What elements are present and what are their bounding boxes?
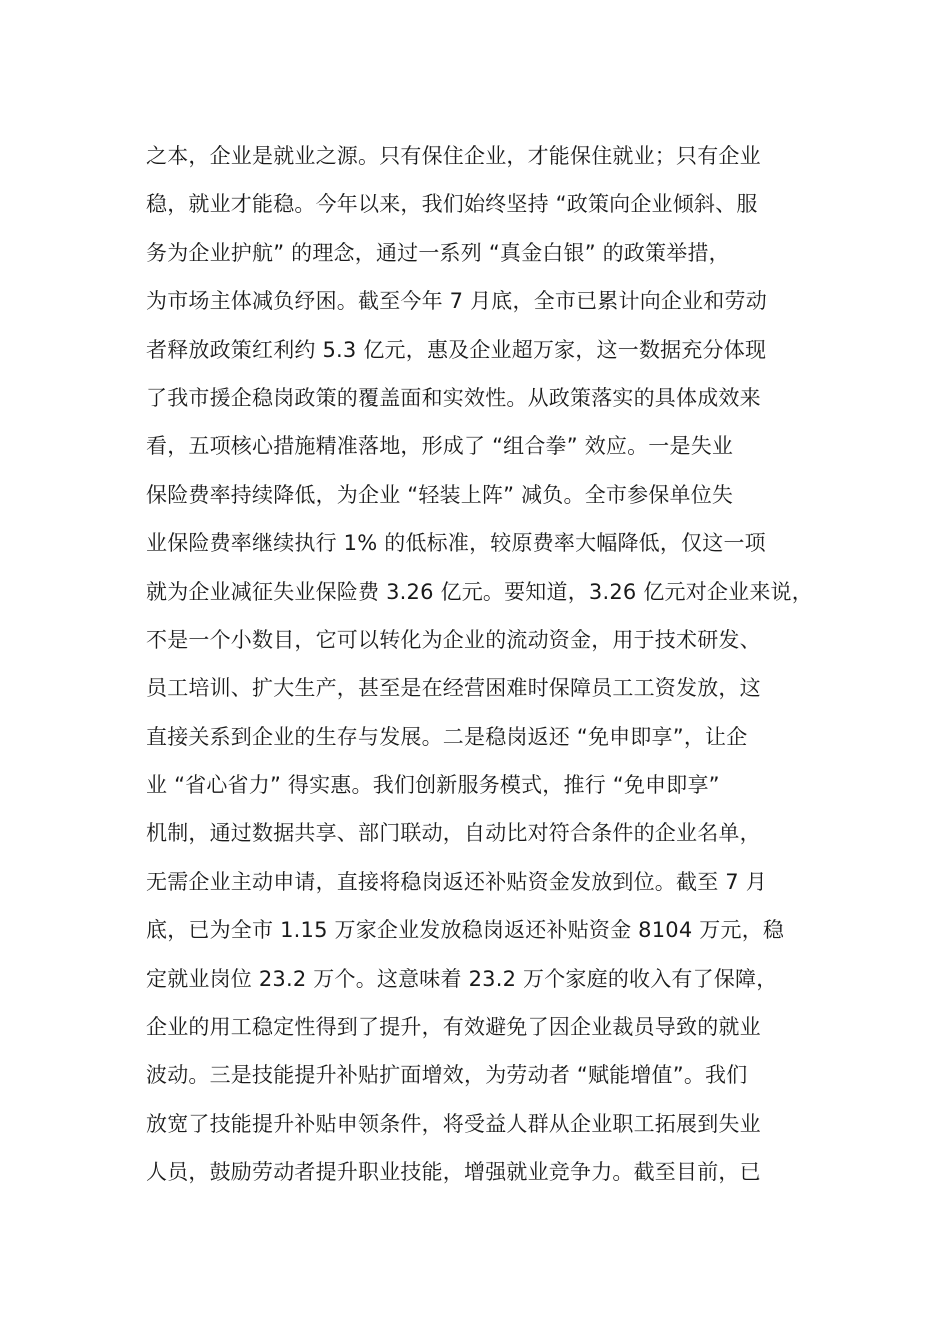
text-line: 直接关系到企业的生存与发展。二是稳岗返还 “免申即享”，让企 (146, 724, 748, 749)
text-line: 底，已为全市 1.15 万家企业发放稳岗返还补贴资金 8104 万元，稳 (146, 918, 785, 943)
text-line: 人员，鼓励劳动者提升职业技能，增强就业竞争力。截至目前，已 (146, 1160, 761, 1185)
text-line: 保险费率持续降低，为企业 “轻装上阵” 减负。全市参保单位失 (146, 482, 734, 507)
text-line: 放宽了技能提升补贴申领条件，将受益人群从企业职工拓展到失业 (146, 1111, 761, 1136)
body-paragraph (146, 132, 826, 1197)
text-line: 企业的用工稳定性得到了提升，有效避免了因企业裁员导致的就业 (146, 1015, 761, 1040)
text-line: 机制，通过数据共享、部门联动，自动比对符合条件的企业名单， (146, 821, 761, 846)
text-line: 为市场主体减负纾困。截至今年 7 月底，全市已累计向企业和劳动 (146, 289, 767, 314)
text-line: 定就业岗位 23.2 万个。这意味着 23.2 万个家庭的收入有了保障， (146, 966, 778, 991)
text-line: 看，五项核心措施精准落地，形成了 “组合拳” 效应。一是失业 (146, 434, 734, 459)
text-line: 者释放政策红利约 5.3 亿元，惠及企业超万家，这一数据充分体现 (146, 337, 767, 362)
text-line: 了我市援企稳岗政策的覆盖面和实效性。从政策落实的具体成效来 (146, 385, 761, 410)
text-line: 就为企业减征失业保险费 3.26 亿元。要知道，3.26 亿元对企业来说， (146, 579, 813, 604)
text-line: 稳，就业才能稳。今年以来，我们始终坚持 “政策向企业倾斜、服 (146, 192, 758, 217)
text-line: 员工培训、扩大生产，甚至是在经营困难时保障员工工资发放，这 (146, 676, 761, 701)
text-line: 无需企业主动申请，直接将稳岗返还补贴资金发放到位。截至 7 月 (146, 869, 767, 894)
text-line: 业保险费率继续执行 1% 的低标准，较原费率大幅降低，仅这一项 (146, 531, 766, 556)
text-line: 务为企业护航” 的理念，通过一系列 “真金白银” 的政策举措， (146, 240, 730, 265)
text-line: 业 “省心省力” 得实惠。我们创新服务模式，推行 “免申即享” (146, 773, 720, 798)
text-line: 不是一个小数目，它可以转化为企业的流动资金，用于技术研发、 (146, 627, 761, 652)
text-line: 之本，企业是就业之源。只有保住企业，才能保住就业；只有企业 (146, 144, 761, 168)
text-line: 波动。三是技能提升补贴扩面增效，为劳动者 “赋能增值”。我们 (146, 1063, 748, 1088)
